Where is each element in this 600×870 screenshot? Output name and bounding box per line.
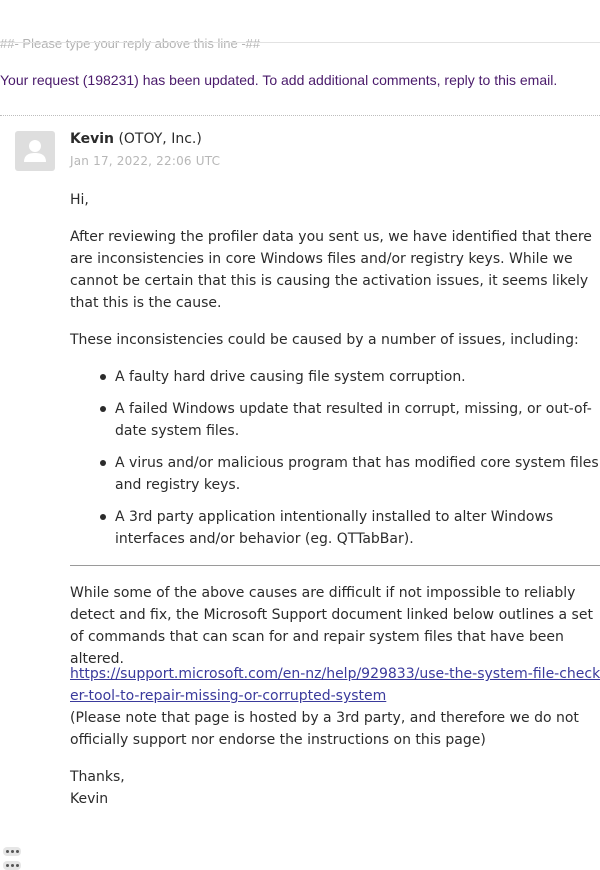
paragraph-1-text: After reviewing the profiler data you sent us, we have identified that there are inconsistencies in core Windows files and/or registry keys. While we cannot be certain that this is causing the activation issues, it seems likely that this is the cause. bbox=[70, 229, 592, 311]
author-name: Kevin bbox=[70, 131, 114, 147]
support-link-block bbox=[70, 663, 600, 751]
top-divider bbox=[0, 42, 600, 43]
comment-author bbox=[70, 131, 202, 147]
causes-list bbox=[70, 366, 600, 560]
show-trimmed-content-button[interactable] bbox=[3, 847, 21, 856]
microsoft-support-link[interactable]: https://support.microsoft.com/en-nz/help/929833/use-the-system-file-checker-tool-to-repair-missing-or-corrupted-system bbox=[70, 666, 600, 704]
show-trimmed-content-button[interactable] bbox=[3, 861, 21, 870]
greeting-text: Hi, bbox=[70, 192, 89, 208]
list-item: A failed Windows update that resulted in corrupt, missing, or out-of-date system files. bbox=[70, 398, 600, 442]
content-divider bbox=[70, 565, 600, 566]
link-disclaimer: (Please note that page is hosted by a 3rd party, and therefore we do not officially support nor endorse the instructions on this page) bbox=[70, 710, 579, 748]
list-item: A virus and/or malicious program that has modified core system files and registry keys. bbox=[70, 452, 600, 496]
signature-text: Kevin bbox=[70, 791, 109, 807]
list-item: A faulty hard drive causing file system corruption. bbox=[70, 366, 600, 388]
comment-paragraph-2 bbox=[70, 329, 600, 351]
paragraph-2-text: These inconsistencies could be caused by a number of issues, including: bbox=[70, 332, 579, 348]
comment-greeting bbox=[70, 189, 600, 211]
ellipsis-icon bbox=[6, 864, 9, 867]
comment-timestamp: Jan 17, 2022, 22:06 UTC bbox=[70, 154, 221, 168]
list-item: A 3rd party application intentionally installed to alter Windows interfaces and/or behavior (eg. QTTabBar). bbox=[70, 506, 600, 550]
user-silhouette-icon bbox=[15, 131, 55, 171]
request-update-notice: Your request (198231) has been updated. To add additional comments, reply to this email. bbox=[0, 72, 558, 88]
avatar bbox=[15, 131, 55, 171]
signoff-text: Thanks, bbox=[70, 769, 125, 785]
ellipsis-icon bbox=[6, 850, 9, 853]
author-org: (OTOY, Inc.) bbox=[118, 131, 202, 147]
comment-paragraph-1 bbox=[70, 226, 600, 314]
comment-paragraph-3 bbox=[70, 582, 600, 670]
paragraph-3-text: While some of the above causes are difficult if not impossible to reliably detect and fix, the Microsoft Support document linked below outlines a set of commands that can scan for and repair system files that have been altered. bbox=[70, 585, 593, 667]
comment-signoff bbox=[70, 766, 600, 810]
reply-above-line: ##- Please type your reply above this line -## bbox=[0, 36, 261, 51]
notice-divider bbox=[0, 115, 600, 116]
